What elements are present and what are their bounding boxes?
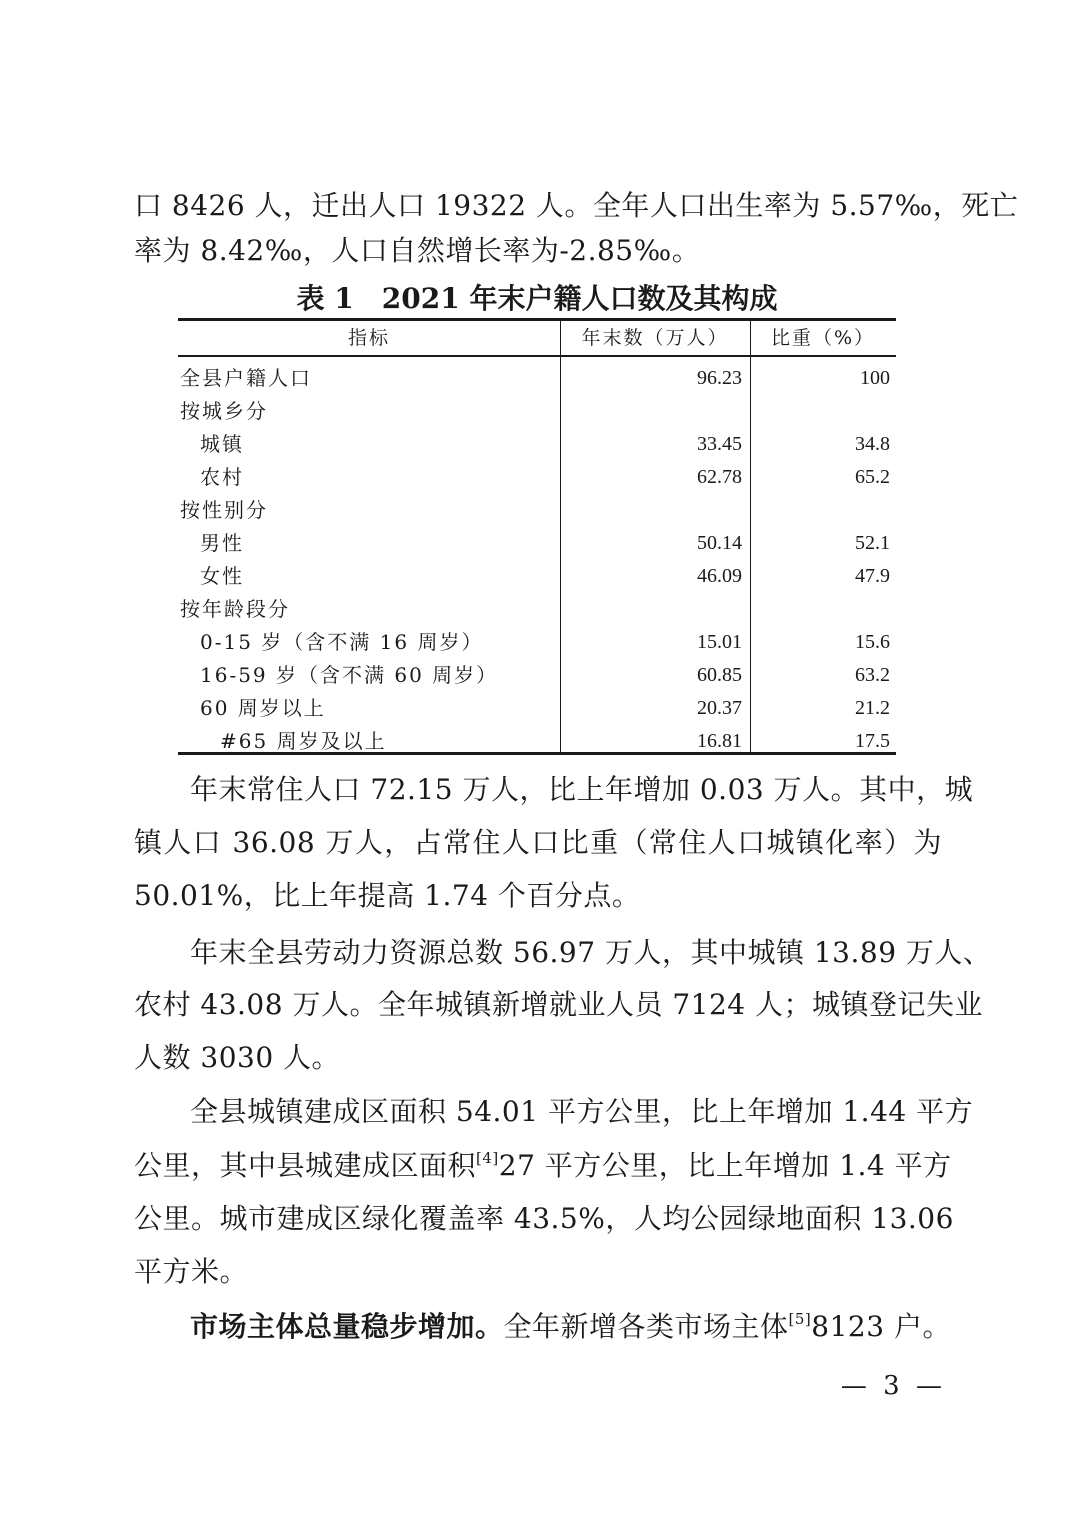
table-top-rule — [178, 318, 896, 321]
row-label: 农村 — [200, 465, 244, 489]
row-label: 16-59 岁（含不满 60 周岁） — [200, 663, 499, 687]
row-share: 15.6 — [855, 631, 890, 653]
footnote-ref-5: [5] — [788, 1310, 812, 1328]
table-caption: 表 1 2021 年末户籍人口数及其构成 — [296, 282, 778, 315]
row-label: 按性别分 — [180, 498, 268, 522]
row-share: 21.2 — [855, 697, 890, 719]
table-row — [178, 725, 896, 758]
table-row — [178, 428, 896, 461]
paragraph-2-line-3: 人数 3030 人。 — [134, 1041, 341, 1074]
paragraph-4-text: 8123 户。 — [811, 1310, 951, 1343]
table-row — [178, 692, 896, 725]
table-row — [178, 494, 896, 527]
paragraph-1-line-2: 镇人口 36.08 万人，占常住人口比重（常住人口城镇化率）为 — [134, 826, 942, 859]
paragraph-2-line-2: 农村 43.08 万人。全年城镇新增就业人员 7124 人；城镇登记失业 — [134, 988, 984, 1021]
paragraph-3-line-4: 平方米。 — [134, 1255, 249, 1288]
header-indicator: 指标 — [347, 327, 390, 349]
table-header-row — [178, 322, 896, 355]
row-count: 20.37 — [697, 697, 742, 719]
intro-line-1: 口 8426 人，迁出人口 19322 人。全年人口出生率为 5.57‰，死亡 — [134, 189, 1019, 222]
paragraph-4-line-1 — [190, 1307, 951, 1347]
table-row — [178, 593, 896, 626]
row-label: 60 周岁以上 — [200, 696, 326, 720]
paragraph-3-line-1: 全县城镇建成区面积 54.01 平方公里，比上年增加 1.44 平方 — [190, 1095, 974, 1128]
paragraph-2-line-1: 年末全县劳动力资源总数 56.97 万人，其中城镇 13.89 万人、 — [190, 936, 992, 969]
row-label: 城镇 — [200, 432, 244, 456]
table-header-rule — [178, 355, 896, 357]
row-label: 全县户籍人口 — [180, 366, 312, 390]
table-row — [178, 461, 896, 494]
bold-lead: 市场主体总量稳步增加。 — [190, 1310, 504, 1343]
paragraph-4-text: 全年新增各类市场主体 — [503, 1310, 789, 1343]
row-count: 16.81 — [697, 730, 742, 752]
paragraph-1-line-3: 50.01%，比上年提高 1.74 个百分点。 — [134, 879, 641, 912]
row-count: 62.78 — [697, 466, 742, 488]
table-row — [178, 395, 896, 428]
row-share: 17.5 — [855, 730, 890, 752]
row-share: 34.8 — [855, 433, 890, 455]
table-row — [178, 626, 896, 659]
row-label: 按年龄段分 — [180, 597, 290, 621]
table-row — [178, 560, 896, 593]
table-row — [178, 527, 896, 560]
header-share: 比重（%） — [770, 327, 876, 349]
footnote-ref-4: [4] — [476, 1149, 499, 1167]
row-share: 52.1 — [855, 532, 890, 554]
row-count: 33.45 — [697, 433, 742, 455]
row-label: #65 周岁及以上 — [220, 729, 387, 753]
row-label: 按城乡分 — [180, 399, 268, 423]
paragraph-3-line-2 — [134, 1146, 952, 1186]
header-count: 年末数（万人） — [581, 327, 729, 349]
row-count: 50.14 — [697, 532, 742, 554]
row-label: 女性 — [200, 564, 244, 588]
row-count: 46.09 — [697, 565, 742, 587]
row-share: 65.2 — [855, 466, 890, 488]
row-share: 47.9 — [855, 565, 890, 587]
paragraph-3-text: 公里，其中县城建成区面积 — [134, 1149, 477, 1182]
intro-line-2: 率为 8.42‰，人口自然增长率为-2.85‰。 — [134, 234, 701, 267]
row-count: 15.01 — [697, 631, 742, 653]
page-number: — 3 — — [840, 1371, 946, 1401]
row-label: 男性 — [200, 531, 244, 555]
paragraph-3-text: 27 平方公里，比上年增加 1.4 平方 — [498, 1149, 952, 1182]
row-share: 63.2 — [855, 664, 890, 686]
row-count: 60.85 — [697, 664, 742, 686]
row-share: 100 — [860, 367, 890, 389]
paragraph-3-line-3: 公里。城市建成区绿化覆盖率 43.5%，人均公园绿地面积 13.06 — [134, 1202, 954, 1235]
paragraph-1-line-1: 年末常住人口 72.15 万人，比上年增加 0.03 万人。其中，城 — [190, 773, 974, 806]
table-row — [178, 362, 896, 395]
table-row — [178, 659, 896, 692]
row-count: 96.23 — [697, 367, 742, 389]
row-label: 0-15 岁（含不满 16 周岁） — [200, 630, 484, 654]
